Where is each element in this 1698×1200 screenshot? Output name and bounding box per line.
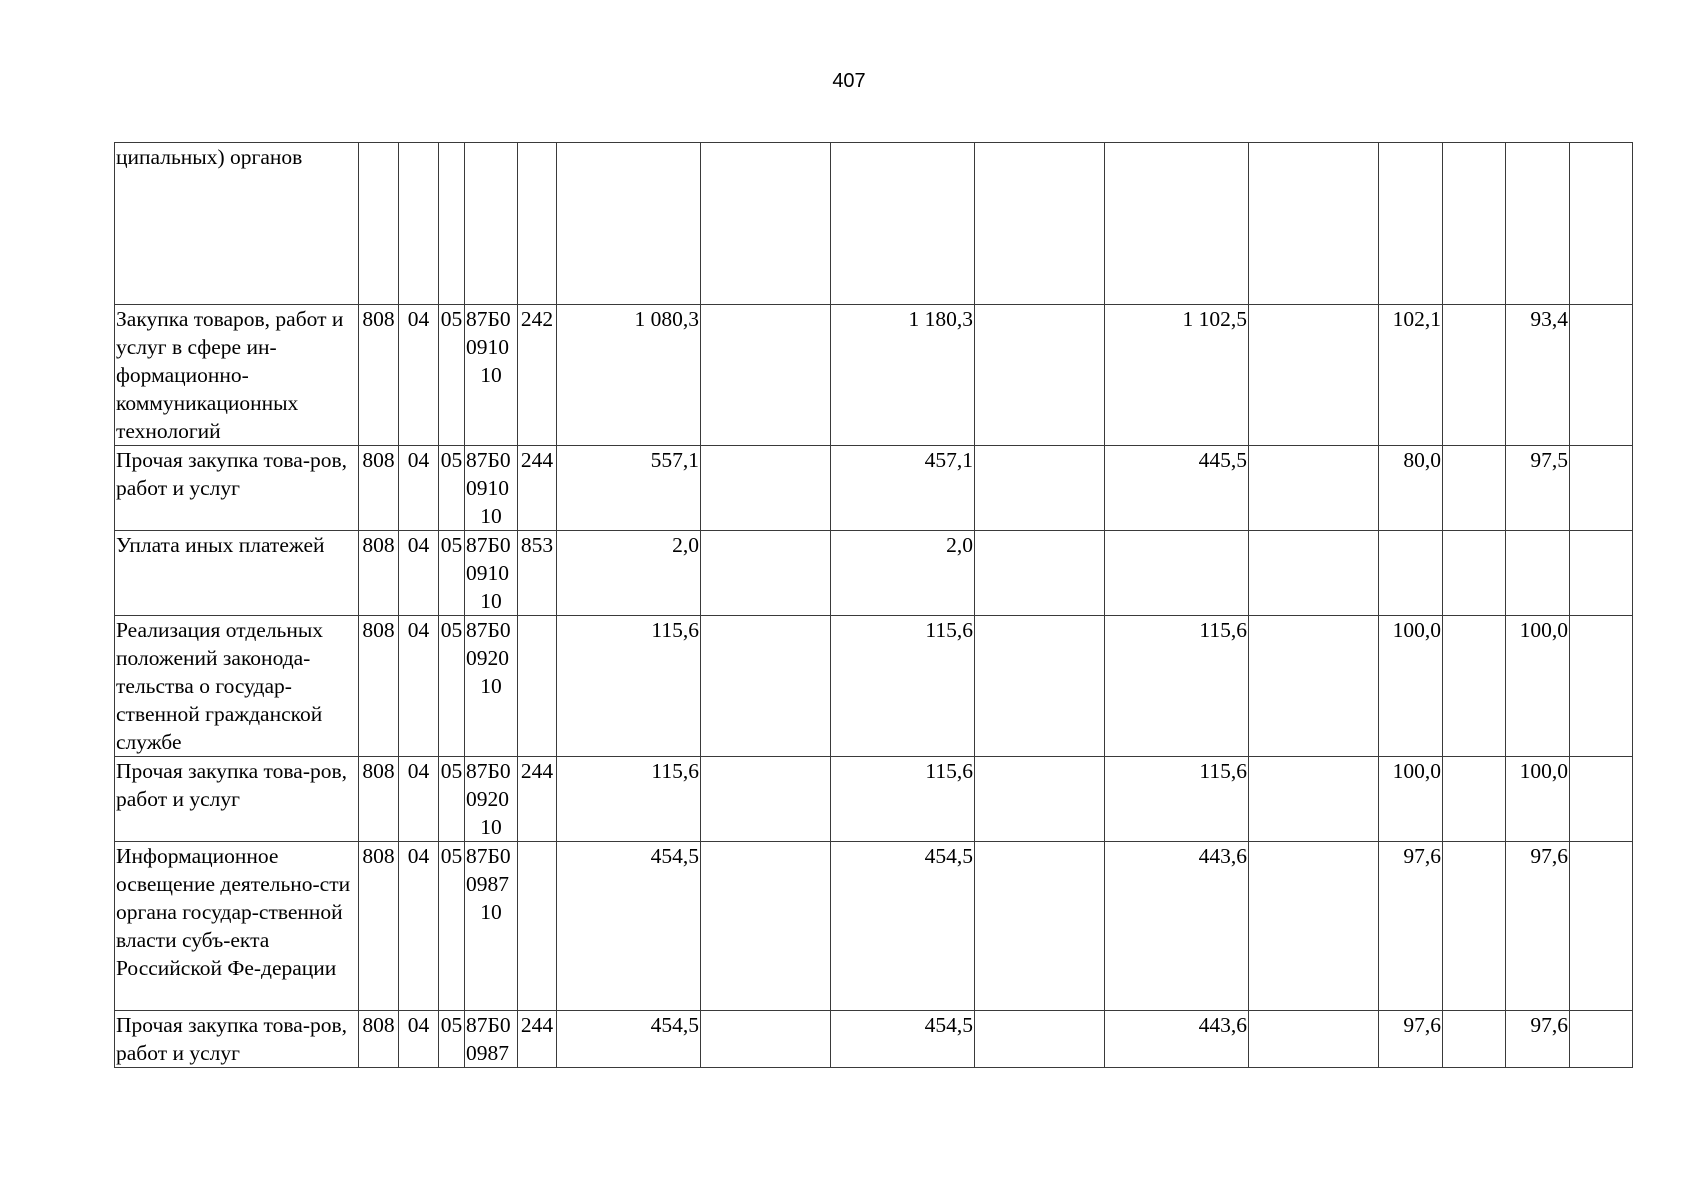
cell-value-1: 2,0 [557,531,701,616]
cell-name: Информационное освещение деятельно-сти органа государ-ственной власти субъ-екта Российской Фе-дерации [115,842,359,1011]
cell-empty [1570,1011,1633,1068]
cell-name: Прочая закупка това-ров, работ и услуг [115,1011,359,1068]
target-article-line: 0910 [466,335,509,359]
target-article-line: 10 [480,504,502,528]
cell-target-article [465,305,518,446]
cell-value-1: 115,6 [557,757,701,842]
target-article-line: 0910 [466,561,509,585]
cell-empty [701,446,831,531]
cell-empty [975,757,1105,842]
table-row [115,616,1633,757]
target-article-line: 87Б0 [466,448,511,472]
cell-empty [1570,305,1633,446]
cell-value-2: 457,1 [831,446,975,531]
cell-value-1 [557,143,701,305]
target-article-line: 0920 [466,646,509,670]
target-article-line: 10 [480,674,502,698]
cell-target-article [465,842,518,1011]
cell-expense-type: 244 [518,1011,557,1068]
cell-ministry: 808 [359,1011,399,1068]
cell-percent-1: 80,0 [1379,446,1443,531]
cell-empty [701,531,831,616]
cell-ministry: 808 [359,531,399,616]
cell-target-article [465,531,518,616]
cell-target-article [465,1011,518,1068]
cell-empty [1249,531,1379,616]
target-article-line: 10 [480,363,502,387]
cell-empty [1443,842,1506,1011]
target-article-line: 10 [480,900,502,924]
target-article-line: 87Б0 [466,844,511,868]
cell-expense-type [518,842,557,1011]
cell-percent-2: 100,0 [1506,757,1570,842]
cell-name: Уплата иных платежей [115,531,359,616]
table-row [115,446,1633,531]
cell-empty [1570,757,1633,842]
cell-ministry: 808 [359,305,399,446]
budget-table [114,142,1633,1068]
cell-ministry [359,143,399,305]
cell-value-1: 454,5 [557,842,701,1011]
cell-empty [1443,143,1506,305]
target-article-line: 0987 [466,872,509,896]
cell-expense-type: 244 [518,757,557,842]
cell-empty [701,842,831,1011]
cell-empty [1443,446,1506,531]
cell-name: Прочая закупка това-ров, работ и услуг [115,446,359,531]
cell-percent-2 [1506,143,1570,305]
cell-empty [975,305,1105,446]
cell-value-2: 1 180,3 [831,305,975,446]
cell-percent-2: 97,6 [1506,1011,1570,1068]
cell-empty [701,757,831,842]
cell-percent-1: 100,0 [1379,757,1443,842]
cell-empty [975,143,1105,305]
cell-target-article [465,143,518,305]
cell-value-2: 2,0 [831,531,975,616]
cell-value-2: 115,6 [831,757,975,842]
target-article-line: 10 [480,589,502,613]
cell-empty [701,1011,831,1068]
cell-expense-type [518,616,557,757]
cell-subsection [439,143,465,305]
cell-percent-2 [1506,531,1570,616]
cell-empty [1570,143,1633,305]
page-number: 407 [832,70,866,92]
cell-value-3 [1105,531,1249,616]
cell-empty [1249,305,1379,446]
cell-section: 04 [399,531,439,616]
cell-value-1: 1 080,3 [557,305,701,446]
cell-empty [1249,1011,1379,1068]
target-article-line: 87Б0 [466,1013,511,1037]
cell-percent-1: 97,6 [1379,1011,1443,1068]
cell-expense-type: 853 [518,531,557,616]
cell-value-3 [1105,143,1249,305]
cell-target-article [465,446,518,531]
cell-value-3: 115,6 [1105,616,1249,757]
cell-value-1: 115,6 [557,616,701,757]
cell-percent-1: 100,0 [1379,616,1443,757]
cell-percent-1: 97,6 [1379,842,1443,1011]
cell-value-3: 443,6 [1105,1011,1249,1068]
cell-expense-type [518,143,557,305]
cell-empty [975,446,1105,531]
cell-section: 04 [399,305,439,446]
cell-subsection: 05 [439,305,465,446]
cell-subsection: 05 [439,842,465,1011]
table-row [115,757,1633,842]
cell-empty [975,1011,1105,1068]
cell-empty [1443,531,1506,616]
cell-section: 04 [399,446,439,531]
cell-name: Реализация отдельных положений законода-тельства о государ-ственной гражданской службе [115,616,359,757]
cell-target-article [465,757,518,842]
cell-ministry: 808 [359,842,399,1011]
table-row [115,305,1633,446]
cell-name: Прочая закупка това-ров, работ и услуг [115,757,359,842]
cell-empty [1249,842,1379,1011]
cell-value-1: 454,5 [557,1011,701,1068]
cell-expense-type: 244 [518,446,557,531]
cell-value-2: 115,6 [831,616,975,757]
table-row [115,842,1633,1011]
cell-ministry: 808 [359,757,399,842]
target-article-line: 87Б0 [466,759,511,783]
cell-empty [701,143,831,305]
cell-empty [975,616,1105,757]
target-article-line: 0910 [466,476,509,500]
target-article-line: 87Б0 [466,307,511,331]
target-article-line: 10 [480,815,502,839]
cell-empty [1443,757,1506,842]
target-article-line: 87Б0 [466,533,511,557]
table-row [115,531,1633,616]
cell-empty [1443,1011,1506,1068]
cell-value-2 [831,143,975,305]
cell-percent-1: 102,1 [1379,305,1443,446]
cell-name: ципальных) органов [115,143,359,305]
cell-value-3: 1 102,5 [1105,305,1249,446]
target-article-line: 87Б0 [466,618,511,642]
cell-ministry: 808 [359,616,399,757]
cell-value-3: 443,6 [1105,842,1249,1011]
cell-empty [1249,143,1379,305]
cell-empty [701,616,831,757]
cell-section [399,143,439,305]
cell-percent-2: 100,0 [1506,616,1570,757]
cell-value-1: 557,1 [557,446,701,531]
cell-percent-1 [1379,143,1443,305]
cell-subsection: 05 [439,757,465,842]
cell-empty [975,842,1105,1011]
cell-name: Закупка товаров, работ и услуг в сфере ин-формационно-коммуникационных технологий [115,305,359,446]
cell-value-2: 454,5 [831,1011,975,1068]
cell-empty [1249,757,1379,842]
cell-empty [701,305,831,446]
cell-value-3: 445,5 [1105,446,1249,531]
table-row [115,1011,1633,1068]
cell-subsection: 05 [439,531,465,616]
target-article-line: 0987 [466,1041,509,1065]
cell-percent-2: 93,4 [1506,305,1570,446]
cell-target-article [465,616,518,757]
cell-section: 04 [399,757,439,842]
cell-section: 04 [399,616,439,757]
cell-section: 04 [399,1011,439,1068]
cell-percent-2: 97,6 [1506,842,1570,1011]
cell-empty [1443,305,1506,446]
table-row [115,143,1633,305]
cell-value-2: 454,5 [831,842,975,1011]
cell-subsection: 05 [439,446,465,531]
cell-empty [975,531,1105,616]
cell-expense-type: 242 [518,305,557,446]
cell-subsection: 05 [439,616,465,757]
cell-section: 04 [399,842,439,1011]
cell-percent-1 [1379,531,1443,616]
cell-value-3: 115,6 [1105,757,1249,842]
cell-ministry: 808 [359,446,399,531]
target-article-line: 0920 [466,787,509,811]
cell-empty [1570,842,1633,1011]
cell-empty [1443,616,1506,757]
cell-percent-2: 97,5 [1506,446,1570,531]
cell-empty [1570,531,1633,616]
cell-empty [1570,446,1633,531]
cell-empty [1249,616,1379,757]
table-body [115,143,1633,1068]
cell-empty [1570,616,1633,757]
cell-subsection: 05 [439,1011,465,1068]
cell-empty [1249,446,1379,531]
